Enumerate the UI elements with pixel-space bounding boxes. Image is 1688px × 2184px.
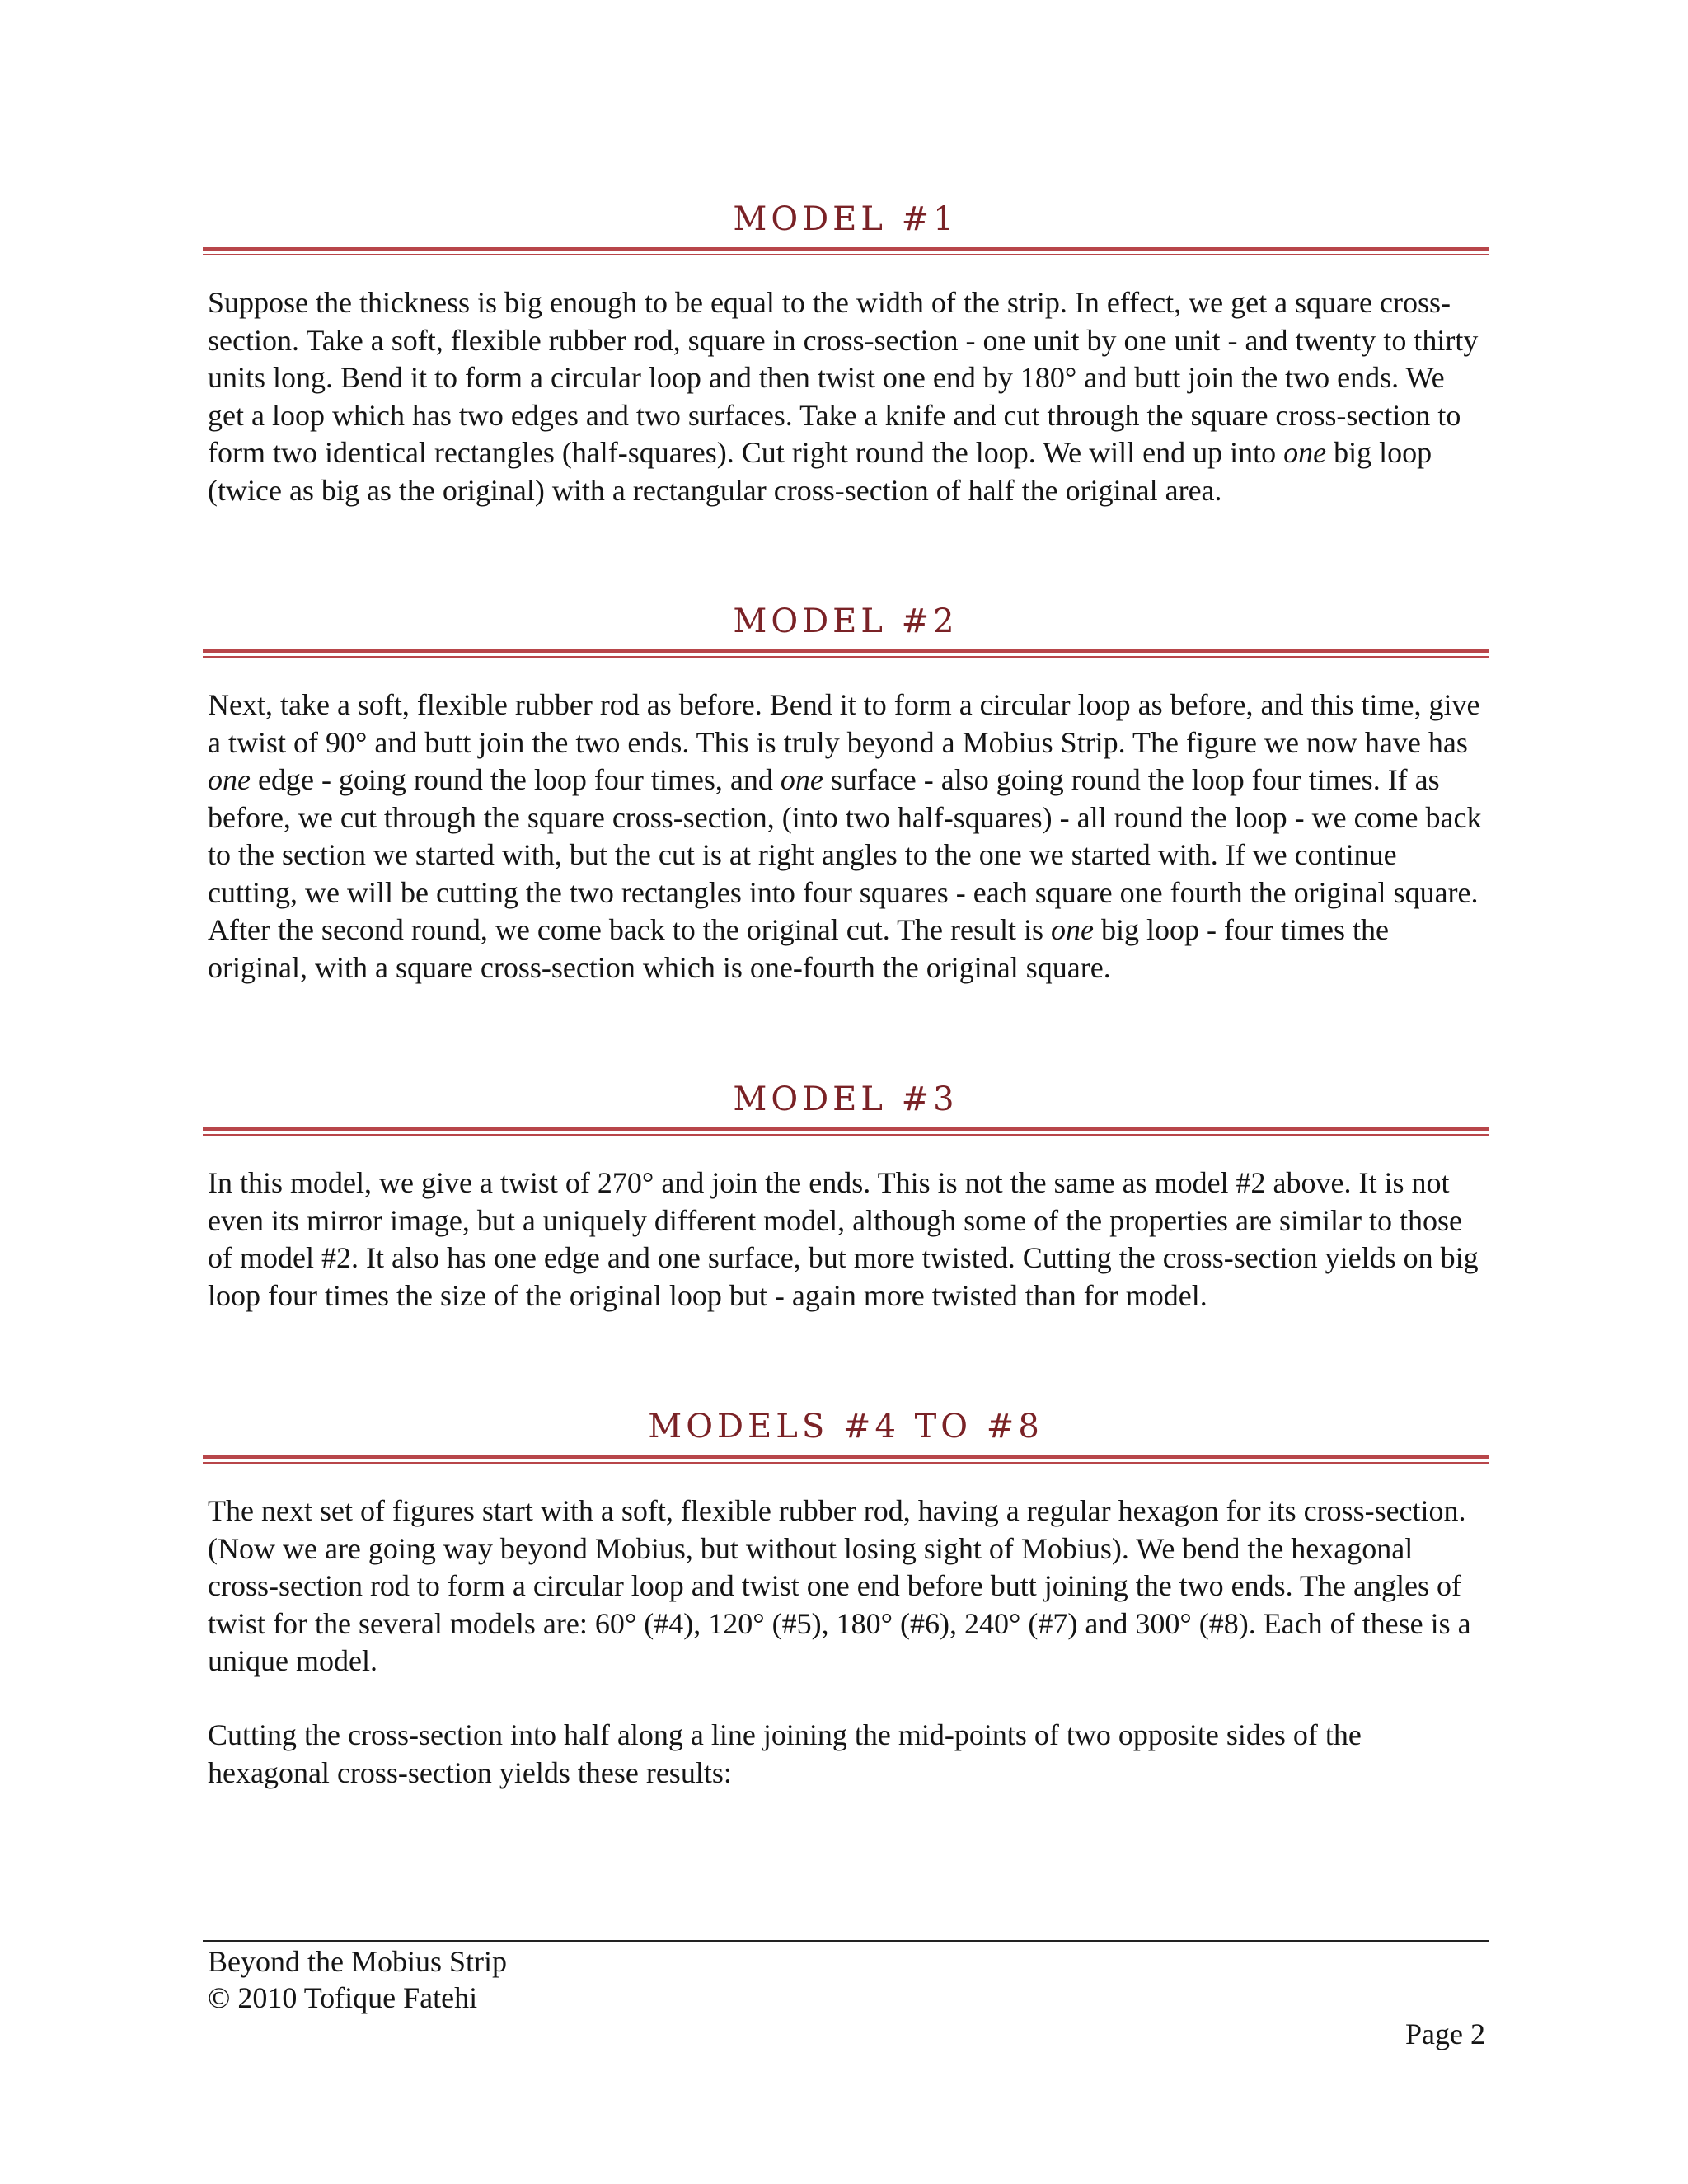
section-paragraph: Next, take a soft, flexible rubber rod as before. Bend it to form a circular loop as before, and this time, give a twist of 90° and butt join the two ends. This is truly beyond a Mobius Strip. The figure we now have has one edge - going round the loop four times, and one surface - also going round the loop four times. If as before, we cut through the square cross-section, (into two half-squares) - all round the loop - we come back to the section we started with, but the cut is at right angles to the one we started with. If we continue cutting, we will be cutting the two rectangles into four squares - each square one fourth the original square. After the second round, we come back to the original cut. The result is one big loop - four times the original, with a square cross-section which is one-fourth the original square.	[208, 688, 1482, 984]
section-divider	[203, 1127, 1489, 1136]
section-title-model-2: MODEL #2	[733, 602, 959, 640]
section-title-model-1: MODEL #1	[733, 200, 959, 238]
page-number: Page 2	[1405, 2018, 1485, 2050]
section-paragraph: The next set of figures start with a soft, flexible rubber rod, having a regular hexagon for its cross-section. (Now we are going way beyond Mobius, but without losing sight of Mobius). We bend the hexagonal cross-section rod to form a circular loop and twist one end before butt joining the two ends. The angles of twist for the several models are: 60° (#4), 120° (#5), 180° (#6), 240° (#7) and 300° (#8). Each of these is a unique model.	[208, 1494, 1471, 1677]
footer-divider	[203, 1940, 1489, 1942]
section-paragraph: Cutting the cross-section into half along a line joining the mid-points of two opposite sides of the hexagonal cross-section yields these results:	[208, 1718, 1362, 1789]
section-title-model-3: MODEL #3	[733, 1080, 959, 1118]
section-divider	[203, 649, 1489, 658]
footer-copyright: © 2010 Tofique Fatehi	[208, 1981, 478, 2014]
section-paragraph: In this model, we give a twist of 270° and join the ends. This is not the same as model #2 above. It is not even its mirror image, but a uniquely different model, although some of the properties are similar to those of model #2. It also has one edge and one surface, but more twisted. Cutting the cross-section yields on big loop four times the size of the original loop but - again more twisted than for model.	[208, 1166, 1479, 1312]
section-title-models-4-to-8: MODELS #4 TO #8	[648, 1408, 1043, 1446]
document-page	[203, 0, 1489, 2184]
footer-document-title: Beyond the Mobius Strip	[208, 1945, 508, 1978]
section-divider	[203, 247, 1489, 255]
section-paragraph: Suppose the thickness is big enough to be equal to the width of the strip. In effect, we get a square cross-section. Take a soft, flexible rubber rod, square in cross-section - one unit by one unit - and twenty to thirty units long. Bend it to form a circular loop and then twist one end by 180° and butt join the two ends. We get a loop which has two edges and two surfaces. Take a knife and cut through the square cross-section to form two identical rectangles (half-squares). Cut right round the loop. We will end up into one big loop (twice as big as the original) with a rectangular cross-section of half the original area.	[208, 286, 1479, 507]
section-divider	[203, 1455, 1489, 1464]
